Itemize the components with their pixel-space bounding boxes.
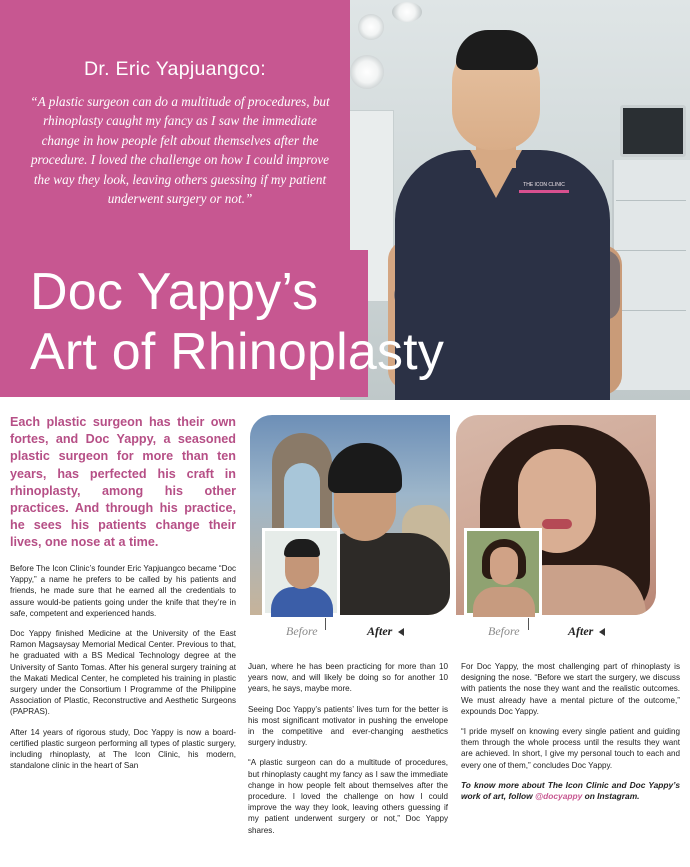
- paragraph: Before The Icon Clinic’s founder Eric Yapjuangco became “Doc Yappy,” a name he prefers to be called by his patients and friends, he made sure that he earned all the credentials to assure would-be patients going under the knife that they’re in safe, competent and experienced hands.: [10, 564, 236, 618]
- woman-lips: [542, 519, 572, 529]
- page-title: [30, 262, 570, 382]
- inset-face: [490, 547, 518, 585]
- surgical-lamp-icon: [350, 55, 384, 89]
- patch-text: THE ICON CLINIC: [523, 182, 565, 188]
- doctor-name: Dr. Eric Yapjuangco:: [84, 58, 266, 80]
- doctor-hair: [456, 30, 538, 70]
- man-hair: [328, 443, 402, 493]
- article-column-2: [248, 661, 448, 845]
- caption-before-female: Before: [488, 624, 520, 638]
- page-title-line2: Art of Rhinoplasty: [30, 323, 445, 381]
- arrow-left-icon: [599, 628, 605, 636]
- paragraph: For Doc Yappy, the most challenging part of rhinoplasty is designing the nose. “Before we start the surgery, we discuss with patients the nose they want and the realistic outcomes. We must already have a mental picture of the outcome,” expounds Doc Yappy.: [461, 662, 680, 716]
- caption-after-male: After: [367, 624, 393, 638]
- before-photo-male: [262, 528, 340, 616]
- cabinet-divider: [616, 200, 686, 201]
- paragraph: “A plastic surgeon can do a multitude of procedures, but rhinoplasty caught my fancy as I saw the immediate change in how people felt about themselves after the procedure. I loved the challenge on how I could improve the way they look, leaving others guessing if my patient underwent surgery or not,” Doc Yappy shares.: [248, 758, 448, 835]
- article-column-1: [10, 563, 236, 780]
- cabinet-divider: [616, 250, 686, 251]
- paragraph: After 14 years of rigorous study, Doc Yappy is now a board-certified plastic surgeon performing all types of plastic surgery, including rhinoplasty, at The Icon Clinic, his modern, standalone clinic in the heart of San: [10, 727, 236, 771]
- cabinet-divider: [616, 310, 686, 311]
- medical-cabinet: [612, 160, 690, 390]
- article-column-3: [461, 661, 680, 812]
- paragraph: “I pride myself on knowing every single patient and guiding them through the whole process until the results they want are achieved. In short, I give my personal touch to each and every one of them,” concludes Doc Yappy.: [461, 727, 680, 770]
- lead-paragraph: Each plastic surgeon has their own fortes, and Doc Yappy, a seasoned plastic surgeon for more than ten years, has perfected his craft in rhinoplasty, among his other practices. And through his practice, he sees his patients change their lives, one nose at a time.: [10, 415, 236, 550]
- caption-connector: [325, 618, 326, 630]
- medical-monitor: [620, 105, 686, 157]
- patch-stripe: [519, 190, 569, 193]
- caption-after-female: After: [568, 624, 594, 638]
- call-to-action: [461, 780, 680, 803]
- page-title-line1: Doc Yappy’s: [30, 263, 319, 321]
- paragraph: Seeing Doc Yappy’s patients’ lives turn for the better is his most significant motivator in pushing the envelope in the competitive and ever-changing aesthetics surgery industry.: [248, 704, 448, 748]
- caption-before-male: Before: [286, 624, 318, 638]
- inset-shoulders: [473, 587, 535, 617]
- inset-hair: [284, 539, 320, 557]
- paragraph: Juan, where he has been practicing for more than 10 years now, and will likely be doing so for another 10 years, he says, maybe more.: [248, 662, 448, 694]
- clinic-logo-patch: [515, 182, 573, 208]
- cta-suffix: on Instagram.: [582, 791, 640, 802]
- pull-quote: “A plastic surgeon can do a multitude of procedures, but rhinoplasty caught my fancy as I saw the immediate change in how people felt about themselves after the procedure. I loved the challenge on how I could improve the way they look, leaving others guessing if my patient underwent surgery or not.”: [30, 94, 330, 207]
- arrow-left-icon: [398, 628, 404, 636]
- before-photo-female: [464, 528, 542, 616]
- surgical-lamp-icon: [358, 14, 384, 40]
- inset-shirt: [271, 587, 333, 617]
- instagram-handle-link[interactable]: @docyappy: [534, 791, 583, 802]
- paragraph: Doc Yappy finished Medicine at the University of the East Ramon Magsaysay Memorial Medical Center. Previous to that, he graduated with a BS Medical Technology degree at the University of Santo Tomas. After his general surgery training at the Makati Medical Center, he completed his training in plastic surgery under the Consortium I Programme of the Philippine Association of Plastic, Reconstructive and Aesthetic Surgeons (PAPRAS).: [10, 629, 236, 717]
- surgical-lamp-icon: [392, 2, 422, 22]
- caption-connector: [528, 618, 529, 630]
- cta-prefix: To know more about The Icon Clinic and Doc Yappy’s work of art, follow: [461, 779, 680, 802]
